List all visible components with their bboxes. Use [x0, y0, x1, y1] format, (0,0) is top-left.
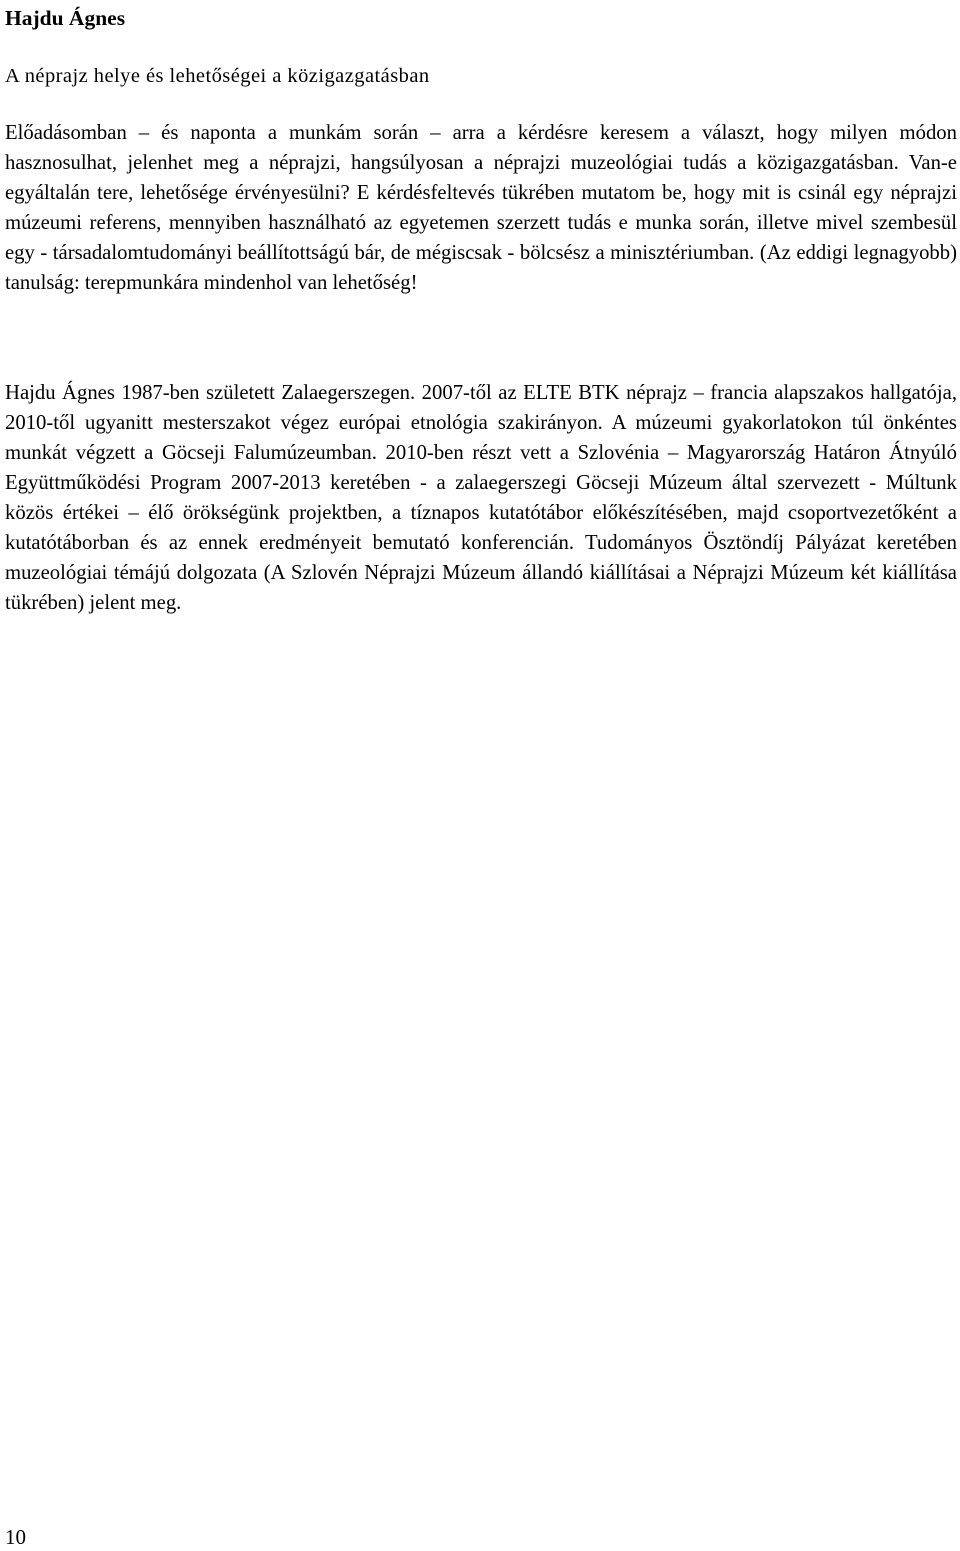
- author-name: Hajdu Ágnes: [5, 6, 126, 30]
- abstract-paragraph: Előadásomban – és naponta a munkám során – arra a kérdésre keresem a választ, hogy milyen módon hasznosulhat, jelenhet meg a néprajzi, hangsúlyosan a néprajzi muzeológiai tudás a közigazgatásban. Van-e egyáltalán tere, lehetősége érvényesülni? E kérdésfeltevés tükrében mutatom be, hogy mit is csinál egy néprajzi múzeumi referens, mennyiben használható az egyetemen szerzett tudás e munka során, illetve mivel szembesül egy - társadalomtudományi beállítottságú bár, de mégiscsak - bölcsész a minisztériumban. (Az eddigi legnagyobb) tanulság: terepmunkára mindenhol van lehetőség!: [5, 122, 957, 294]
- page-number: 10: [5, 1525, 26, 1549]
- article-title: A néprajz helye és lehetőségei a közigazgatásban: [5, 65, 430, 87]
- author-bio-paragraph: Hajdu Ágnes 1987-ben született Zalaegerszegen. 2007-től az ELTE BTK néprajz – francia alapszakos hallgatója, 2010-től ugyanitt mesterszakot végez európai etnológia szakirányon. A múzeumi gyakorlatokon túl önkéntes munkát végzett a Göcseji Falumúzeumban. 2010-ben részt vett a Szlovénia – Magyarország Határon Átnyúló Együttműködési Program 2007-2013 keretében - a zalaegerszegi Göcseji Múzeum által szervezett - Múltunk közös értékei – élő örökségünk projektben, a tíznapos kutatótábor előkészítésében, majd csoportvezetőként a kutatótáborban és az ennek eredményeit bemutató konferencián. Tudományos Ösztöndíj Pályázat keretében muzeológiai témájú dolgozata (A Szlovén Néprajzi Múzeum állandó kiállításai a Néprajzi Múzeum két kiállítása tükrében) jelent meg.: [5, 382, 957, 614]
